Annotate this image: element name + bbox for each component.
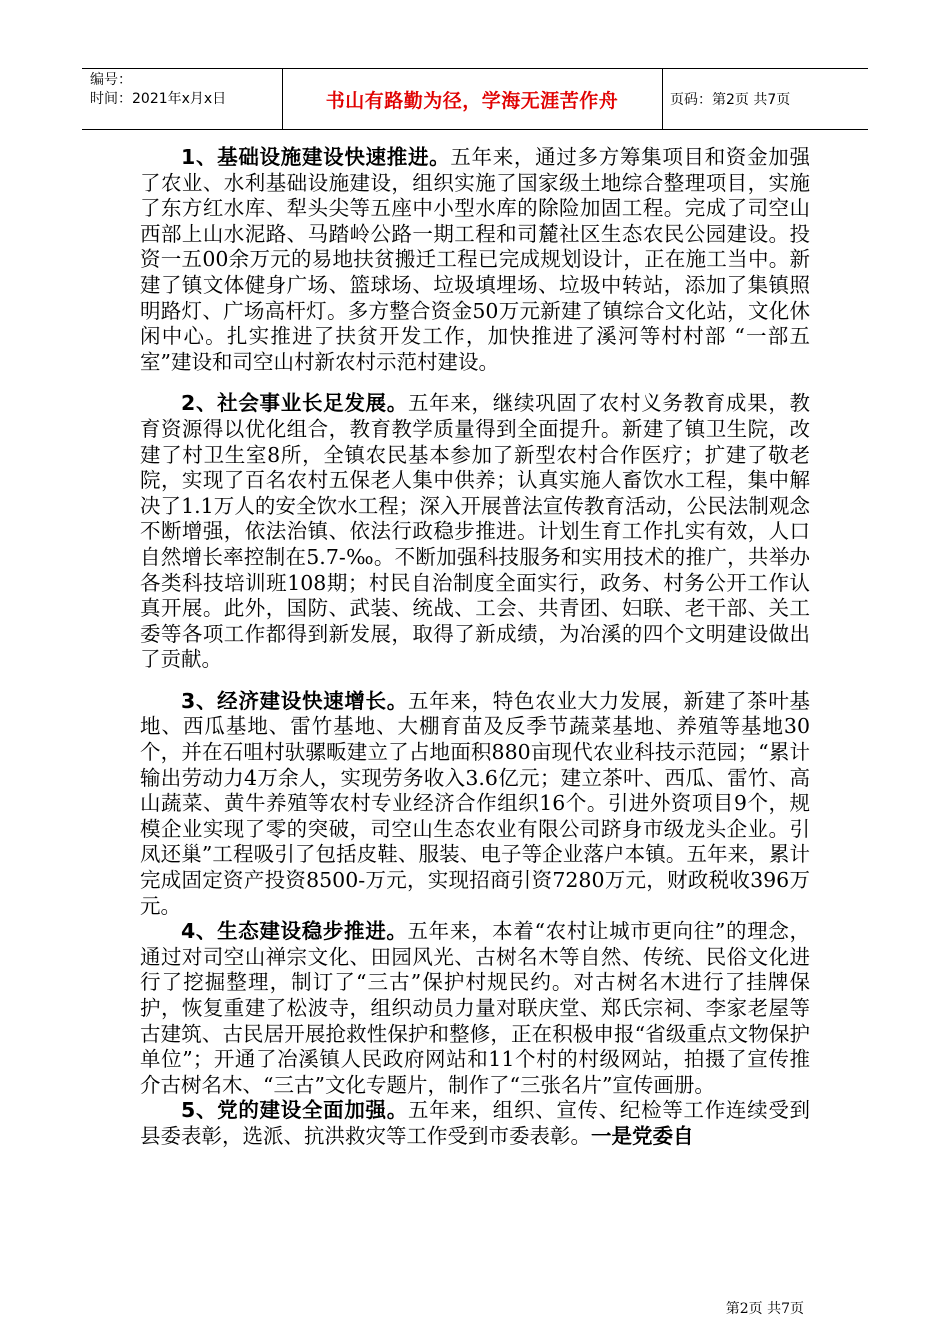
section-heading: 5、党的建设全面加强。: [181, 1098, 408, 1123]
section-ecology: [140, 919, 810, 1098]
section-tail-emphasis: 一是党委自: [591, 1123, 694, 1148]
section-economy: [140, 689, 810, 919]
doc-number-label: 编号：: [90, 72, 132, 88]
section-party: [140, 1098, 810, 1149]
section-text: 五年来，继续巩固了农村义务教育成果，教育资源得以优化组合，教育教学质量得到全面提升。新建了镇卫生院，改建了村卫生室8所，全镇农民基本参加了新型农村合作医疗；扩建了敬老院，实现了百名农村五保老人集中供养；认真实施人畜饮水工程，集中解决了1.1万人的安全饮水工程；深入开展普法宣传教育活动，公民法制观念不断增强，依法治镇、依法行政稳步推进。计划生育工作扎实有效，人口自然增长率控制在5.7-‰。不断加强科技服务和实用技术的推广，共举办各类科技培训班108期；村民自治制度全面实行，政务、村务公开工作认真开展。此外，国防、武装、统战、工会、共青团、妇联、老干部、关工委等各项工作都得到新发展，取得了新成绩，为冶溪的四个文明建设做出了贡献。: [140, 391, 811, 672]
doc-time-label: 时间：2021年x月x日: [90, 91, 227, 107]
section-heading: 2、社会事业长足发展。: [181, 391, 408, 416]
header-divider-right: [662, 69, 663, 129]
section-heading: 4、生态建设稳步推进。: [181, 919, 408, 944]
section-social: [140, 391, 810, 673]
page-header: [82, 68, 868, 130]
document-body: [140, 145, 810, 1150]
section-text: 五年来，通过多方筹集项目和资金加强了农业、水利基础设施建设，组织实施了国家级土地综合整理项目，实施了东方红水库、犁头尖等五座中小型水库的除险加固工程。完成了司空山西部上山水泥路、马踏岭公路一期工程和司麓社区生态农民公园建设。投资一五00余万元的易地扶贫搬迁工程已完成规划设计，正在施工当中。新建了镇文体健身广场、篮球场、垃圾填埋场、垃圾中转站，添加了集镇照明路灯、广场高杆灯。多方整合资金50万元新建了镇综合文化站，文化休闲中心。扎实推进了扶贫开发工作，加快推进了溪河等村村部 “一部五室”建设和司空山村新农村示范村建设。: [140, 145, 811, 374]
header-meta: [90, 71, 286, 109]
section-text: 五年来，组织、宣传、纪检等工作连续受到县委表彰，选派、抗洪救灾等工作受到市委表彰。: [140, 1098, 811, 1148]
section-text: 五年来，本着“农村让城市更向往”的理念，通过对司空山禅宗文化、田园风光、古树名木等自然、传统、民俗文化进行了挖掘整理，制订了“三古”保护村规民约。对古树名木进行了挂牌保护，恢复重建了松波寺，组织动员力量对联庆堂、郑氏宗祠、李家老屋等古建筑、古民居开展抢救性保护和整修，正在积极申报“省级重点文物保护单位”；开通了冶溪镇人民政府网站和11个村的村级网站，拍摄了宣传推介古树名木、“三古”文化专题片，制作了“三张名片”宣传画册。: [140, 919, 810, 1097]
section-text: 五年来，特色农业大力发展，新建了茶叶基地、西瓜基地、雷竹基地、大棚育苗及反季节蔬菜基地、养殖等基地30个，并在石咀村驮骡畈建立了占地面积880亩现代农业科技示范园；“累计输出劳动力4万余人，实现劳务收入3.6亿元；建立茶叶、西瓜、雷竹、高山蔬菜、黄牛养殖等农村专业经济合作组织16个。引进外资项目9个，规模企业实现了零的突破，司空山生态农业有限公司跻身市级龙头企业。引凤还巢”工程吸引了包括皮鞋、服装、电子等企业落户本镇。五年来，累计完成固定资产投资8500-万元，实现招商引资7280万元，财政税收396万元。: [140, 688, 811, 918]
header-motto: 书山有路勤为径，学海无涯苦作舟: [325, 89, 619, 112]
section-heading: 1、基础设施建设快速推进。: [181, 145, 451, 169]
page-footer: 第2页 共7页: [725, 1301, 804, 1317]
header-page-number: 页码：第2页 共7页: [670, 92, 791, 108]
section-heading: 3、经济建设快速增长。: [181, 688, 408, 713]
section-infrastructure: [140, 145, 810, 375]
